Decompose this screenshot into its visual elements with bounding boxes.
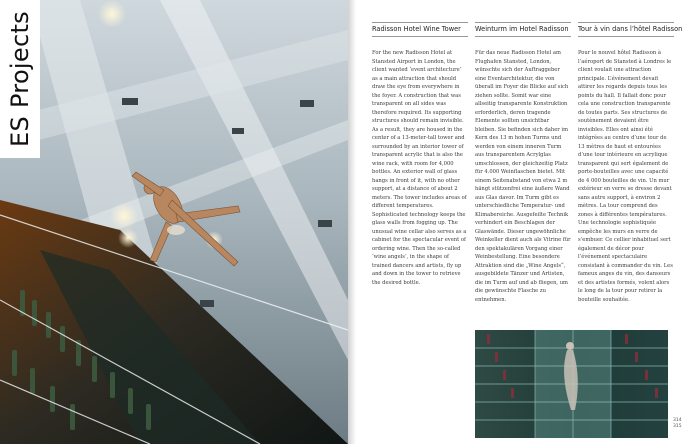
column-title-english: Radisson Hotel Wine Tower	[372, 22, 468, 37]
column-french	[578, 22, 683, 304]
column-body-english: For the new Radisson Hotel at Stansted Airport in London, the client wanted ‘event architecture’ as a main attraction that should draw the eye from everywhere in the foyer. A construction that was transparent on all sides was therefore required. Its supporting structures should remain invisible. As a result, they are housed in the center of a 13-meter-tall tower and surrounded by an interior tower of transparent acrylic that is also the wine rack, with room for 4,000 bottles. An exterior wall of glass hangs in front of it, with no other support, at a distance of about 2 meters. The tower includes areas of different temperatures. Sophisticated technology keeps the glass walls from fogging up. The unusual wine cellar also serves as a cabinet for the spectacular event of ordering wine. Then the so-called ‘wine angels’, in the shape of trained dancers and artists, fly up and down in the tower to retrieve the desired bottle.	[372, 50, 467, 286]
page-gutter	[348, 0, 356, 444]
page-numbers	[673, 418, 682, 430]
column-title-french: Tour à vin dans l’hôtel Radisson	[578, 22, 674, 37]
page-number-left: 314	[673, 418, 682, 423]
column-title-german: Weinturm im Hotel Radisson	[475, 22, 571, 37]
column-body-german: Für das neue Radisson Hotel am Flughafen Stansted, London, wünschte sich der Auftraggeber eine Eventarchitektur, die von überall im Foyer die Blicke auf sich ziehen sollte. Somit war eine allseitig transparente Konstruktion erforderlich, deren tragende Elemente sollten unsichtbar bleiben. Sie befinden sich daher im Kern des 13 m hohen Turms und werden von einem inneren Turm aus transparentem Acrylglas umschlossen, der gleichzeitig Platz für 4.000 Weinflaschen bietet. Mit einem Seitenabstand von etwa 2 m hängt stützenfrei eine äußere Wand aus Glas davor. Im Turm gibt es unterschiedliche Temperatur- und Klimabereiche. Ausgefeilte Technik verhindert ein Beschlagen der Glaswände. Dieser ungewöhnliche Weinkeller dient auch als Vitrine für den spektakulären Vorgang einer Weinbestellung. Eine besondere Attraktion sind die „Wine Angels“, ausgebildete Tänzer und Artisten, die im Turm auf und ab fliegen, um die gewünschte Flasche zu entnehmen.	[475, 50, 571, 303]
column-english	[372, 22, 468, 287]
column-german	[475, 22, 571, 304]
wine-tower-detail-photo	[475, 330, 668, 438]
column-body-french: Pour le nouvel hôtel Radisson à l’aéroport de Stansted à Londres le client voulait une attraction principale. L’événement devait attirer les regards depuis tous les points du hall. Il fallait donc pour cela une construction transparente de toutes parts. Ses structures de soutènement devaient être invisibles. Elles ont ainsi été intégrées au centre d’une tour de 13 mètres de haut et entourées d’une tour intérieure en acrylique transparent qui sert également de porte-bouteilles avec une capacité de 4 000 bouteilles de vin. Un mur extérieur en verre se dresse devant sans autre support, à environ 2 mètres. La tour comprend des zones à différentes températures. Une technologie sophistiquée empêche les murs en verre de s’embuer. Ce cellier inhabituel sert également de décor pour l’événement spectaculaire consistant à commander du vin. Les fameux anges du vin, des danseurs et des artistes formés, volent alors le long de la tour pour retirer la bouteille souhaitée.	[578, 50, 673, 303]
side-label-box	[0, 0, 40, 158]
section-title: ES Projects	[6, 11, 35, 147]
page-number-right: 315	[673, 424, 682, 429]
